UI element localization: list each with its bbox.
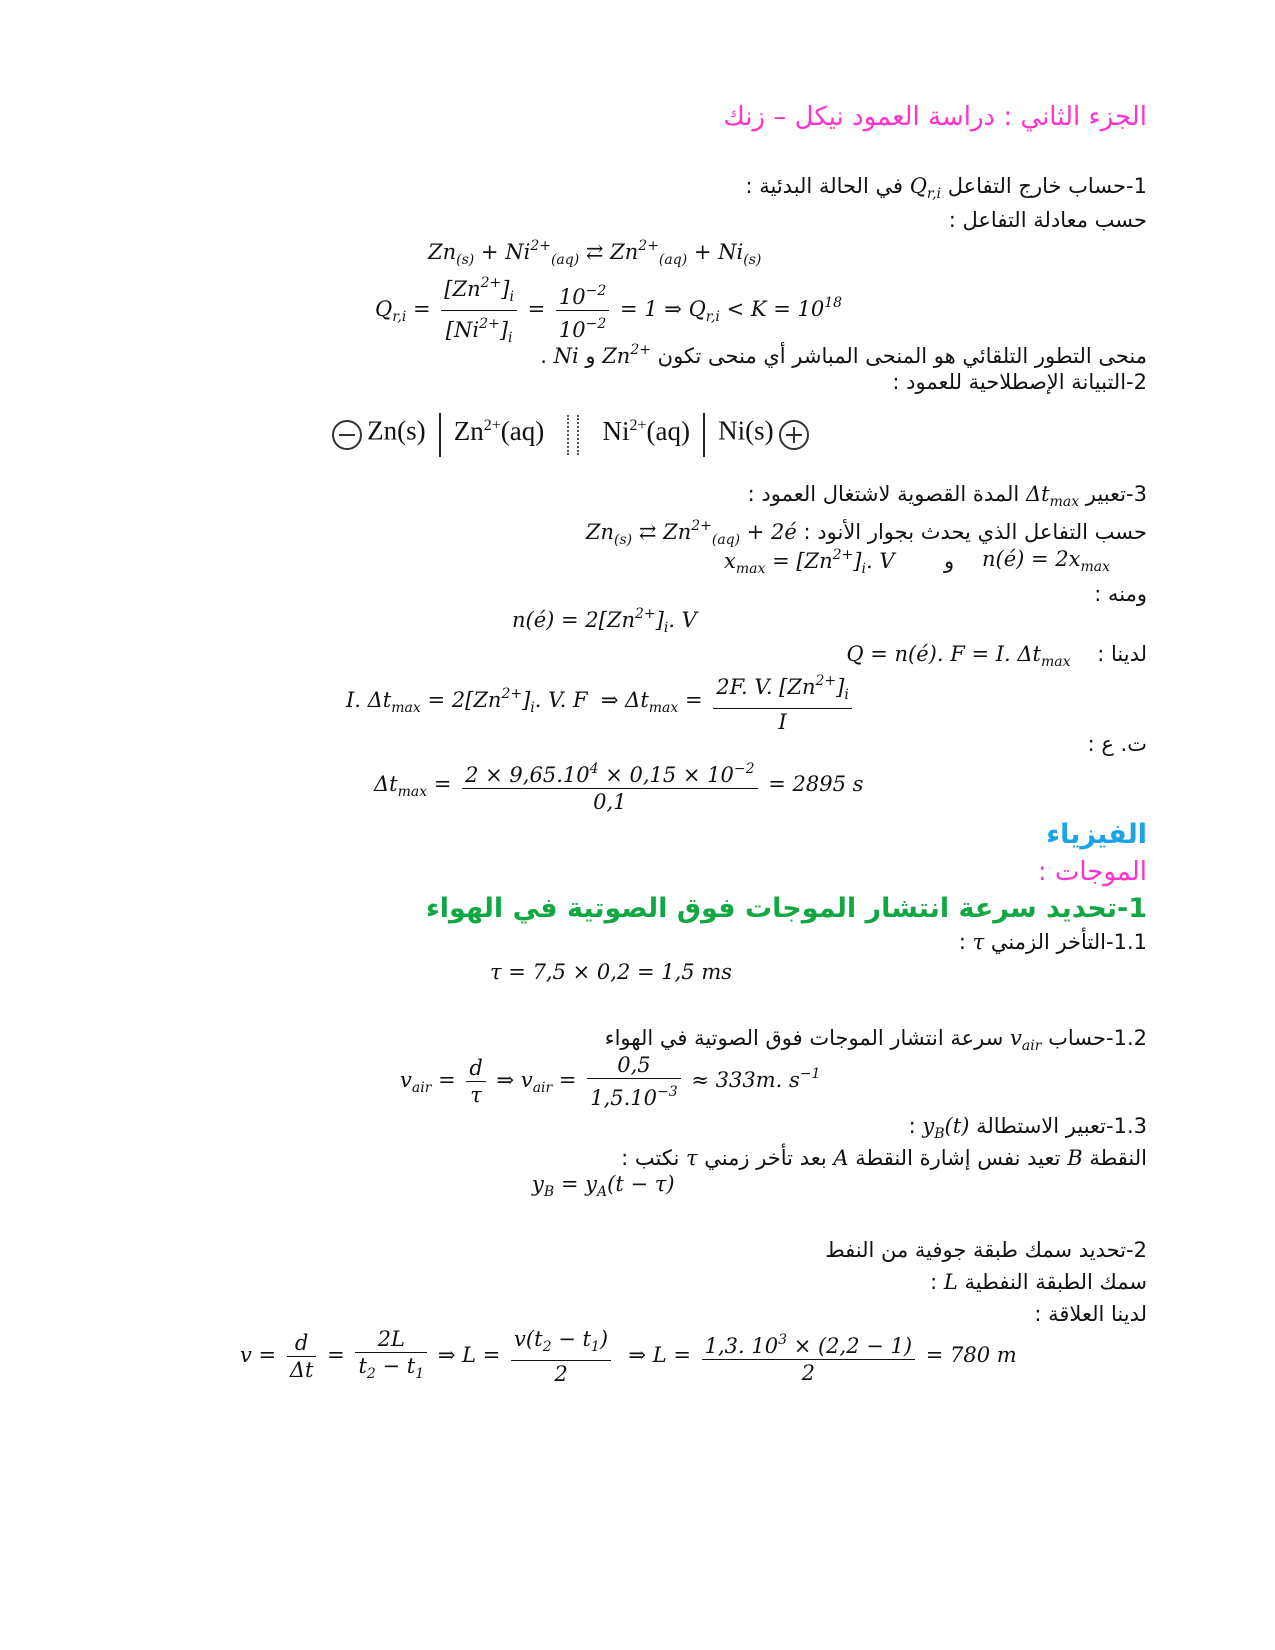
direction-and: و	[585, 344, 596, 368]
xmax-equation: $x_{max} = [Zn^{2+}]_i$. V	[724, 547, 895, 577]
cell-ni-ion	[602, 416, 690, 446]
l-symbol: L	[943, 1270, 958, 1294]
q13-body-c: بعد تأخر زمني	[704, 1146, 827, 1170]
dtmax-expression: I. $\Delta t_{max} = 2[Zn^{2+}]_i$. V. F ⇒ $\Delta t_{max}$ = $\frac{2F. V. [Zn^{2+}]_i}{I}$	[346, 668, 856, 735]
yb-equation: $y_B = y_A(t - \tau)$	[532, 1172, 675, 1200]
l-fraction: $\frac{v(t_2 - t_1)}{2}$	[511, 1326, 611, 1387]
l-numeric-fraction	[702, 1327, 915, 1386]
q2-phys-line	[825, 1236, 1147, 1264]
dtmax-fraction: $\frac{2F. V. [Zn^{2+}]_i}{I}$	[713, 668, 852, 735]
d-over-tau: $\frac{d}{\tau}$	[466, 1055, 485, 1108]
ni-symbol: Ni	[553, 344, 579, 368]
cell-phase-boundary	[439, 413, 441, 457]
vair-numeric-fraction	[587, 1052, 680, 1111]
num-tail: × 0,15 × 10	[598, 763, 734, 787]
vair-equation: $v_{air}$ = $\frac{d}{\tau}$ ⇒ $v_{air}$ = $\frac{0,5}{1,5.10^{-3}}$ ≈ 333m. $s^{-1}$	[400, 1053, 821, 1110]
cell-zn-electrode: Zn(s)	[367, 415, 426, 446]
plus-terminal-icon	[779, 420, 809, 450]
cell-ni2-label: Ni	[602, 415, 630, 446]
cell-zn2-sup: 2+	[483, 416, 501, 434]
q13-body	[621, 1144, 1147, 1172]
q13-tail: :	[908, 1114, 916, 1138]
q11-label: 1.1-التأخر الزمني	[990, 930, 1147, 954]
tau-equation	[490, 960, 732, 984]
qri-numeric-fraction: $\frac{10^{-2}}{10^{-2}}$	[556, 278, 609, 343]
q2-label: 2-التبيانة الإصطلاحية للعمود :	[892, 370, 1147, 394]
salt-bridge	[567, 415, 579, 455]
n-e-result: n(é) = $2[Zn^{2+}]_i$. V	[512, 606, 697, 636]
q3-line	[748, 480, 1147, 516]
k-value: = 10	[773, 297, 825, 321]
q11-line	[959, 928, 1147, 956]
tau-symbol: τ	[972, 930, 985, 954]
thickness-line	[930, 1268, 1147, 1296]
thickness-tail: :	[930, 1270, 938, 1294]
section1-title	[426, 892, 1147, 926]
q1-tail: في الحالة البدئية :	[745, 174, 904, 198]
q1-line	[745, 172, 1147, 208]
dt-value: = 2895	[768, 772, 846, 796]
cell-zn2-label: Zn	[453, 415, 484, 446]
q2-phys-label: 2-تحديد سمك طبقة جوفية من النفط	[825, 1238, 1147, 1262]
q3-label: 3-تعبير	[1085, 482, 1147, 506]
v-num: 0,5	[587, 1052, 680, 1079]
dtmax-symbol: $\Delta t_{max}$	[1025, 482, 1080, 510]
relation-text: لدينا العلاقة :	[1034, 1302, 1147, 1326]
n-e-equation: n(é) = $2x_{max}$	[982, 547, 1111, 575]
numeric-app-line	[1088, 730, 1147, 758]
num-expr: 2 × 9,65.10	[465, 763, 590, 787]
v-result: ≈ 333	[691, 1068, 756, 1092]
q1-label: 1-حساب خارج التفاعل	[947, 174, 1147, 198]
part2-title-text: الجزء الثاني : دراسة العمود نيكل – زنك	[723, 102, 1147, 132]
direction-text: منحى التطور التلقائي هو المنحى المباشر أي منحى تكون	[657, 344, 1147, 368]
cell-ni2-aq: (aq)	[646, 415, 690, 446]
q2-line	[892, 368, 1147, 396]
waves-title	[1038, 855, 1147, 889]
we-have-line	[846, 640, 1147, 676]
l-num-exp: 3	[778, 1332, 788, 1348]
q13-body-a: النقطة	[1089, 1146, 1147, 1170]
thickness-label: سمك الطبقة النفطية	[964, 1270, 1147, 1294]
anode-equation: $Zn_{(s)}$ ⇄ $Zn^{2+}_{(aq)}$ + 2é	[585, 518, 797, 548]
v-unit-exp: −1	[799, 1066, 821, 1082]
k-exp: 18	[824, 295, 843, 311]
numeric-app-text: ت. ع :	[1087, 732, 1147, 756]
relation-line	[1034, 1300, 1147, 1328]
q12-tail: سرعة انتشار الموجات فوق الصوتية في الهواء	[604, 1026, 1004, 1050]
waves-title-text: الموجات :	[1037, 857, 1147, 887]
point-a: A	[833, 1146, 849, 1170]
q12-label: 1.2-حساب	[1048, 1026, 1147, 1050]
section1-title-text: 1-تحديد سرعة انتشار الموجات فوق الصوتية في الهواء	[425, 893, 1147, 924]
den-expr: 0,1	[593, 790, 627, 814]
cell-ni2-sup: 2+	[629, 416, 647, 434]
zn2-symbol: $Zn^{2+}$	[602, 342, 651, 368]
cell-zn2-aq: (aq)	[500, 415, 545, 446]
thickness-equation: v = $\frac{d}{\Delta t}$ = $\frac{2L}{t_2 - t_1}$ ⇒ L = $\frac{v(t_2 - t_1)}{2}$ ⇒ L = $\frac{1,3. 10^3 \times (2,2 - 1)}{2}$ = 780 m	[240, 1327, 1017, 1386]
q13-body-d: نكتب :	[621, 1146, 680, 1170]
num-exp2: −2	[733, 761, 755, 777]
q13-line	[909, 1112, 1147, 1148]
qri-equation: $Q_{r,i}$ = $\frac{[Zn^{2+}]_i}{[Ni^{2+}]_i}$ = $\frac{10^{-2}}{10^{-2}}$ = 1 ⇒ $Q_{r,i} < K = 10^{18}$	[375, 270, 842, 351]
tau-value: τ = 7,5 × 0,2 = 1,5	[490, 960, 695, 984]
q3-tail: المدة القصوية لاشتغال العمود :	[747, 482, 1020, 506]
minus-terminal-icon	[332, 420, 362, 450]
cell-phase-boundary-2	[703, 413, 705, 457]
yb-symbol: $y_B(t)$	[922, 1114, 970, 1142]
according-eq-text: حسب معادلة التفاعل :	[948, 208, 1147, 232]
l-unit: m	[996, 1343, 1017, 1367]
v-unit: m. s	[755, 1068, 800, 1092]
d-over-dt: $\frac{d}{\Delta t}$	[287, 1330, 317, 1383]
dt-unit: s	[852, 772, 864, 796]
part2-title	[723, 100, 1147, 134]
cell-zn-ion	[454, 416, 545, 446]
physics-title	[1046, 818, 1147, 852]
num-exp: 4	[589, 761, 599, 777]
l-num-tail: × (2,2 − 1)	[787, 1334, 913, 1358]
qri-value: = 1 ⇒	[619, 297, 682, 321]
q13-body-b: تعيد نفس إشارة النقطة	[855, 1146, 1061, 1170]
q13-label: 1.3-تعبير الاستطالة	[976, 1114, 1147, 1138]
qri-fraction: $\frac{[Zn^{2+}]_i}{[Ni^{2+}]_i}$	[441, 270, 517, 351]
tau-unit: ms	[701, 960, 733, 984]
charge-equation: Q = n(é). F = I. $\Delta t_{max}$	[846, 642, 1071, 670]
qri-symbol: $Q_{r,i}$	[909, 174, 942, 202]
2l-over-dt: $\frac{2L}{t_2 - t_1}$	[355, 1326, 427, 1387]
reaction-equation: $Zn_{(s)} + Ni^{2+}_{(aq)}$ ⇄ $Zn^{2+}_{(aq)} + Ni_{(s)}$	[428, 238, 762, 268]
l-den: 2	[801, 1361, 816, 1385]
vair-symbol: $v_{air}$	[1010, 1026, 1042, 1054]
dtmax-numeric-fraction	[462, 756, 757, 815]
v-den: 1,5.10	[590, 1086, 657, 1110]
direction-line: منحى التطور التلقائي هو المنحى المباشر أي منحى تكون $Zn^{2+}$ و Ni .	[540, 342, 1147, 368]
l-result: = 780	[925, 1343, 991, 1367]
cell-diagram	[332, 413, 809, 457]
hence-line	[1094, 580, 1147, 608]
q11-tail: :	[958, 930, 966, 954]
point-b: B	[1067, 1146, 1083, 1170]
and-word: و	[944, 549, 955, 573]
hence-text: ومنه :	[1094, 582, 1147, 606]
physics-title-text: الفيزياء	[1046, 819, 1147, 850]
cell-ni-electrode: Ni(s)	[718, 415, 774, 446]
l-num: 1,3. 10	[704, 1334, 779, 1358]
dtmax-numeric: $\Delta t_{max}$ = $\frac{2 \times 9,65.10^4 \times 0,15 \times 10^{-2}}{0,1}$ = 2895 s	[374, 756, 863, 815]
v-den-exp: −3	[657, 1084, 678, 1100]
anode-text: حسب التفاعل الذي يحدث بجوار الأنود :	[803, 520, 1147, 544]
we-have-text: لدينا :	[1097, 642, 1147, 666]
tau-symbol-2: τ	[685, 1146, 698, 1170]
according-eq	[949, 206, 1147, 234]
